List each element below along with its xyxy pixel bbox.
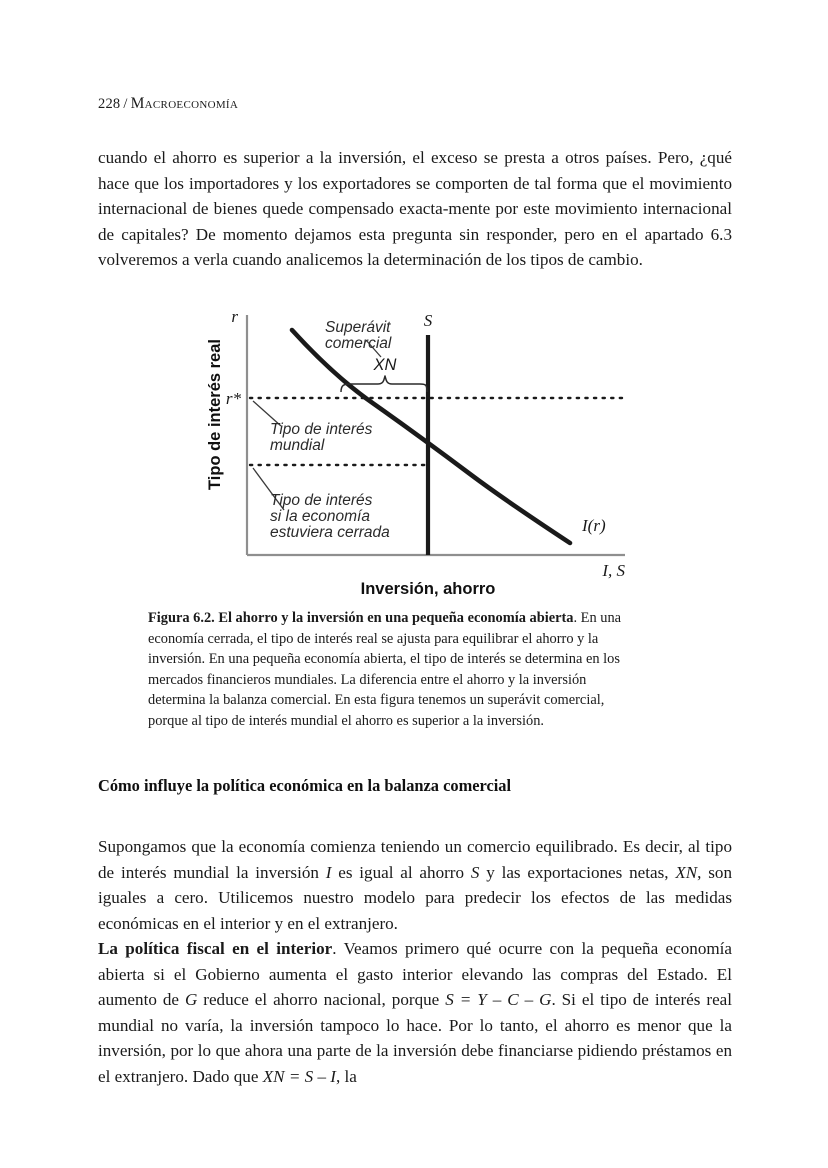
figure-svg [98, 300, 732, 600]
book-title: Macroeconomía [130, 95, 239, 112]
annotation-closed-line2: si la economía [270, 508, 370, 525]
paragraph-2: Supongamos que la economía comienza teniendo un comercio equilibrado. Es decir, al tipo de interés mundial la inversión I es igual al ahorro S y las exportaciones netas, XN, son iguales a cero. Utilicemos nuestro modelo para predecir los efectos de las medidas económicas en el interior y en el extranjero. [98, 837, 733, 933]
investment-curve-label: I(r) [582, 516, 606, 535]
annotation-surplus-line1: Superávit [325, 319, 391, 336]
y-axis-title: Tipo de interés real [206, 339, 224, 490]
figure-caption-label: Figura 6.2. El ahorro y la inversión en una pequeña economía abierta [148, 610, 574, 626]
math-italic-S: S [470, 862, 480, 882]
math-italic-G: G [184, 990, 198, 1010]
math-equation-saving: S = Y – C – G [445, 990, 552, 1010]
annotation-closed-line3: estuviera cerrada [270, 524, 390, 541]
x-axis-symbol: I, S [602, 561, 625, 580]
annotation-closed-line1: Tipo de interés [270, 492, 373, 509]
section-heading: Cómo influye la política económica en la balanza comercial [98, 776, 512, 795]
paragraph-intro: cuando el ahorro es superior a la inversión, el exceso se presta a otros países. Pero, ¿qué hace que los importadores y los exportadores se comporten de tal forma que el movimiento internacional de bienes quede compensado exacta-mente por este movimiento internacional de capitales? De momento dejamos esta pregunta sin responder, pero en el apartado 6.3 volveremos a verla cuando analicemos la determinación de los tipos de cambio. [98, 148, 732, 270]
rstar-label: r* [225, 389, 241, 408]
math-italic-XN: XN [675, 862, 698, 882]
paragraph-intro-container [98, 145, 732, 273]
paragraph-2-container [98, 834, 732, 936]
running-head [98, 95, 238, 113]
figure-caption [148, 608, 632, 732]
annotation-world-line1: Tipo de interés [270, 421, 373, 438]
figure-caption-body: . En una economía cerrada, el tipo de interés real se ajusta para equilibrar el ahorro y la inversión. En una pequeña economía abierta, el tipo de interés se determina en los mercados financieros mundiales. La diferencia entre el ahorro y la inversión determina la balanza comercial. En esta figura tenemos un superávit comercial, porque al tipo de interés mundial el ahorro es superior a la inversión. [148, 610, 622, 729]
annotation-surplus-line2: comercial [325, 335, 392, 352]
x-axis-title: Inversión, ahorro [360, 580, 496, 598]
page-number: 228 [98, 96, 121, 112]
y-axis-symbol: r [231, 307, 238, 326]
paragraph-3: La política fiscal en el interior. Veamos primero qué ocurre con la pequeña economía abierta si el Gobierno aumenta el gasto interior elevando las compras del Estado. El aumento de G reduce el ahorro nacional, porque S = Y – C – G. Si el tipo de interés real mundial no varía, la inversión tampoco lo hace. Por lo tanto, el ahorro es menor que la inversión, por lo que ahora una parte de la inversión debe financiarse pidiendo préstamos en el extranjero. Dado que XN = S – I, la [98, 939, 732, 1086]
math-italic-I: I [325, 862, 332, 882]
annotation-world-line2: mundial [270, 437, 325, 454]
math-equation-xn: XN = S – I [262, 1066, 336, 1086]
paragraph-3-container [98, 936, 732, 1090]
figure-6-2 [98, 300, 732, 600]
xn-label: XN [373, 356, 397, 374]
running-head-separator: / [123, 96, 128, 112]
savings-label: S [423, 311, 433, 330]
paragraph-3-lead-in: La política fiscal en el interior [98, 939, 333, 958]
